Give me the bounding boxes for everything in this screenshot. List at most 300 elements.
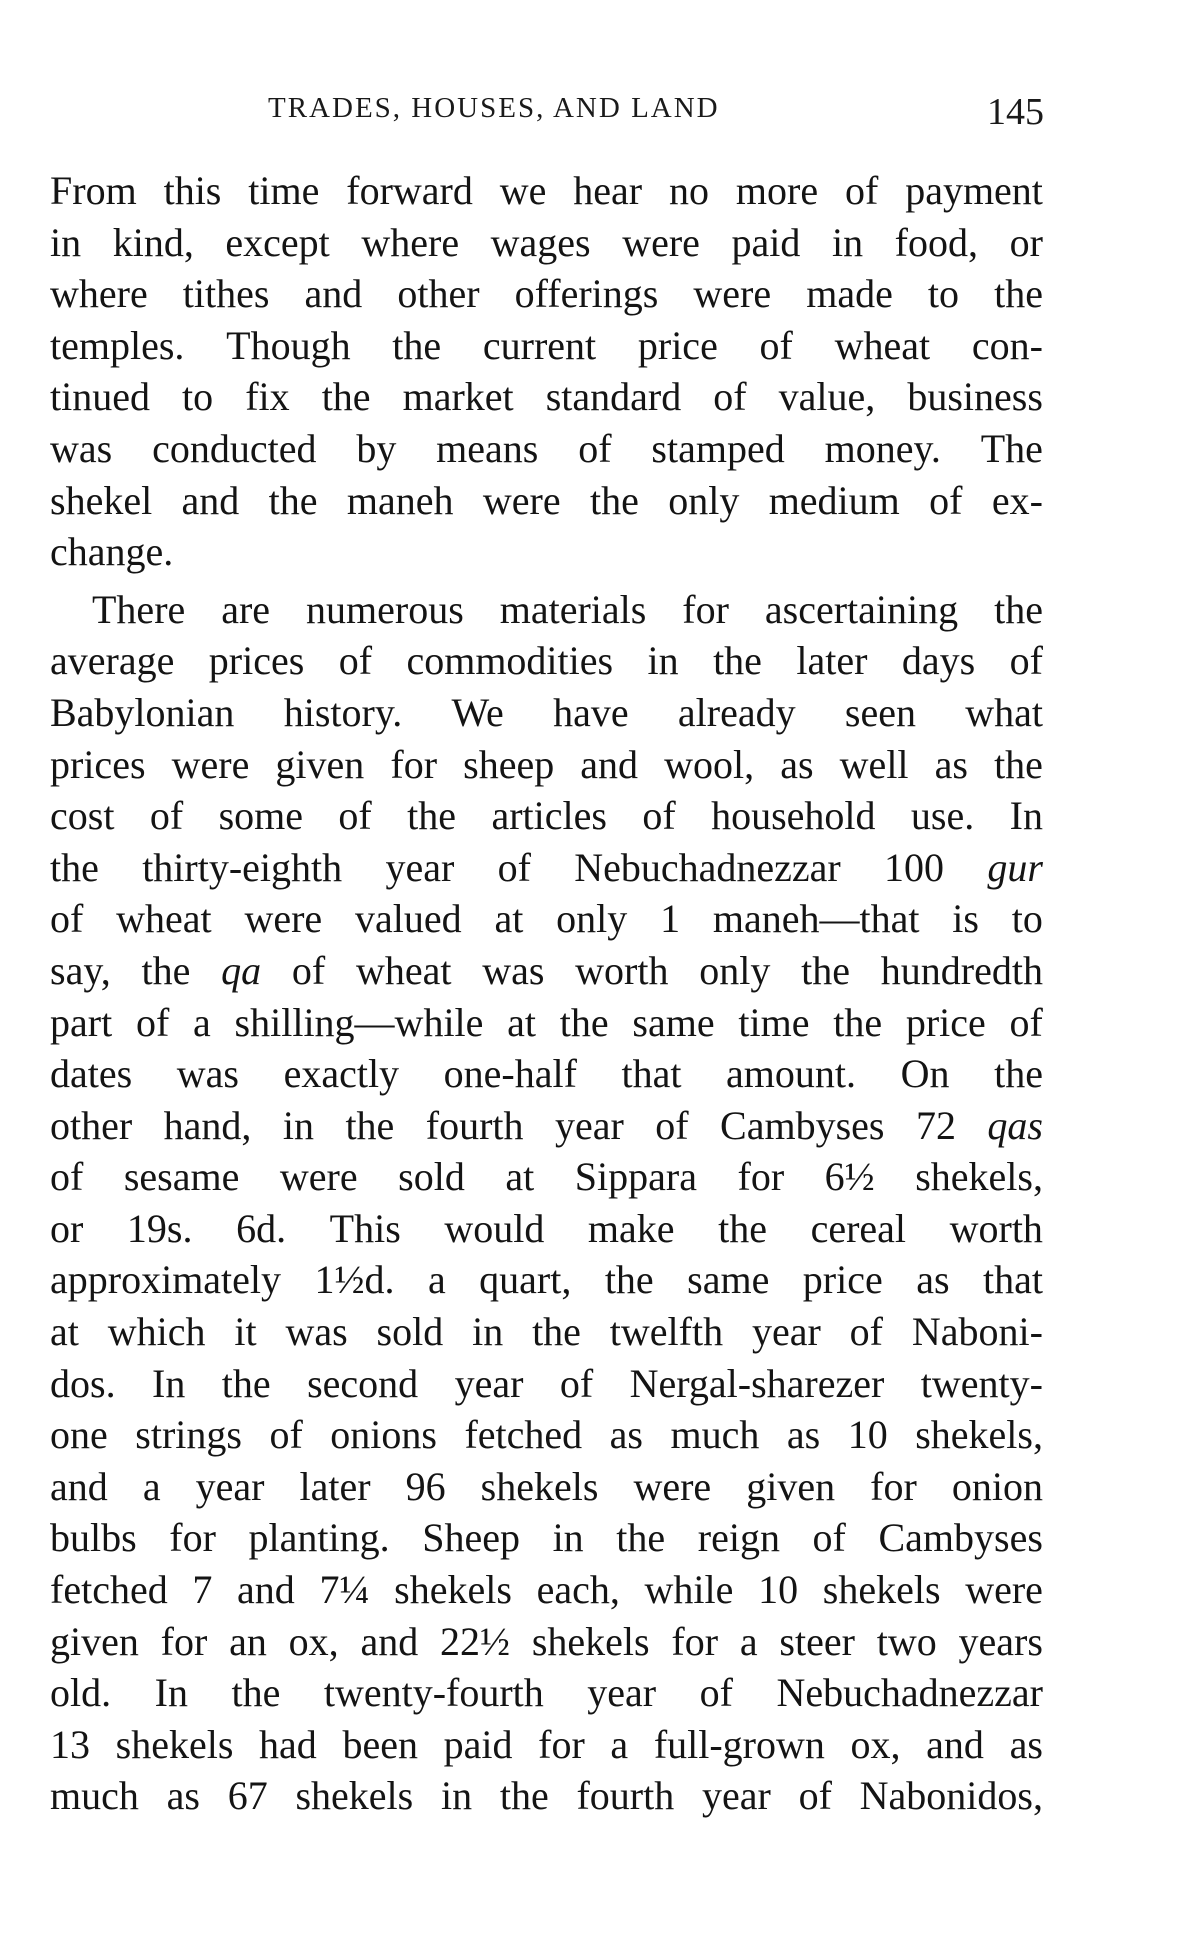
text-line	[50, 1151, 1043, 1203]
word: fetched	[50, 1567, 168, 1613]
word: Nebuchadnezzar	[776, 1670, 1043, 1716]
word: twenty-fourth	[323, 1670, 544, 1716]
word: Though	[226, 322, 351, 368]
word: 7¼	[319, 1567, 370, 1613]
text-line	[50, 165, 1043, 217]
word: was	[176, 1051, 239, 1097]
word: change.	[50, 529, 174, 575]
word: onion	[951, 1463, 1043, 1509]
text-line	[50, 1203, 1043, 1255]
text-line	[50, 1358, 1043, 1410]
word: fourth	[425, 1102, 524, 1148]
word: ascertaining	[764, 586, 959, 632]
word: price	[905, 999, 986, 1045]
word: paid	[731, 219, 801, 265]
word: bulbs	[50, 1515, 137, 1561]
word: a	[610, 1721, 629, 1767]
word: of	[291, 947, 326, 993]
word: wheat	[116, 896, 212, 942]
word: were	[633, 1463, 712, 1509]
page-number: 145	[987, 91, 1044, 133]
word: of	[338, 793, 372, 839]
word: numerous	[306, 586, 464, 632]
word: Babylonian	[50, 689, 235, 735]
word: current	[482, 322, 597, 368]
word: no	[669, 168, 709, 213]
word: were	[279, 1154, 358, 1200]
word: dos.	[50, 1360, 116, 1406]
word: shekels	[115, 1721, 234, 1767]
word: sesame	[123, 1154, 240, 1200]
word: the	[994, 271, 1043, 317]
word: time	[248, 168, 320, 213]
word: cereal	[810, 1205, 907, 1251]
word: ox,	[850, 1721, 901, 1767]
word: were	[482, 477, 561, 523]
word: of	[338, 638, 373, 684]
word: maneh	[346, 477, 454, 523]
word: the	[141, 947, 191, 993]
word: was	[482, 947, 545, 993]
word: for	[682, 586, 729, 632]
word: 19s.	[126, 1205, 193, 1251]
word: year	[454, 1360, 524, 1406]
word: the	[321, 374, 371, 420]
word: and	[304, 271, 363, 317]
word: From	[50, 168, 137, 213]
word: were	[622, 219, 700, 265]
word: prices	[208, 638, 305, 684]
word: this	[163, 168, 222, 213]
word: forward	[346, 168, 473, 213]
word: Cambyses	[878, 1515, 1043, 1561]
word: shekels	[394, 1567, 512, 1613]
word: con-	[971, 322, 1043, 368]
word: would	[444, 1205, 545, 1251]
word: cost	[50, 793, 115, 839]
word: of	[759, 322, 793, 368]
word: of	[578, 425, 612, 471]
word: tithes	[182, 271, 270, 317]
word: old.	[50, 1670, 112, 1716]
word: 22½	[440, 1618, 511, 1664]
word: the	[221, 1360, 271, 1406]
word: at	[507, 999, 537, 1045]
word: that	[982, 1257, 1043, 1303]
word: 7	[192, 1567, 213, 1613]
text-line	[50, 687, 1043, 739]
word: quart,	[479, 1257, 572, 1303]
word: only	[668, 477, 740, 523]
word: of	[50, 1154, 84, 1200]
text-line	[50, 526, 1043, 578]
text-line	[50, 635, 1043, 687]
word: much	[50, 1773, 139, 1819]
word: hand,	[163, 1102, 252, 1148]
word: business	[907, 374, 1043, 420]
word: ox,	[288, 1618, 339, 1664]
word: the	[50, 844, 99, 890]
word: shekel	[50, 477, 153, 523]
word: money.	[824, 425, 941, 471]
word: other	[50, 1102, 133, 1148]
word: kind,	[112, 219, 194, 265]
word: food,	[894, 219, 978, 265]
word: Cambyses	[720, 1102, 885, 1148]
word: offerings	[514, 271, 659, 317]
word: for	[538, 1721, 585, 1767]
word: paid	[443, 1721, 513, 1767]
word: 6½	[824, 1154, 875, 1200]
word: are	[221, 586, 271, 632]
word: other	[397, 271, 480, 317]
word: to	[182, 374, 214, 420]
word: the	[994, 1051, 1043, 1097]
word: Nabonidos,	[859, 1773, 1043, 1819]
word: year	[751, 1309, 821, 1355]
word: well	[839, 741, 909, 787]
word: sheep	[463, 741, 555, 787]
word: of	[849, 1309, 883, 1355]
text-line	[50, 1306, 1043, 1358]
text-line	[50, 1461, 1043, 1513]
word: for	[169, 1515, 216, 1561]
text-line	[50, 1048, 1043, 1100]
word: in	[50, 219, 82, 265]
word: have	[553, 689, 629, 735]
word: we	[499, 168, 547, 213]
word: fourth	[576, 1773, 675, 1819]
word: the	[407, 793, 457, 839]
word: and	[181, 477, 240, 523]
word: and	[580, 741, 639, 787]
word: year	[554, 1102, 624, 1148]
word: Nebuchadnezzar	[574, 844, 841, 890]
word: had	[259, 1721, 317, 1767]
word: were	[244, 896, 323, 942]
text-line	[50, 893, 1043, 945]
word: where	[361, 219, 460, 265]
word: to	[927, 271, 960, 317]
word: the	[833, 999, 883, 1045]
word: 10	[847, 1412, 888, 1458]
word: shekels,	[915, 1154, 1043, 1200]
word: for	[390, 741, 438, 787]
word: wheat	[355, 947, 452, 993]
word: wages	[490, 219, 591, 265]
word: value,	[778, 374, 876, 420]
word: of	[135, 999, 170, 1045]
word: fix	[245, 374, 290, 420]
word: qas	[987, 1102, 1043, 1148]
word: and	[237, 1567, 295, 1613]
word: of	[713, 374, 747, 420]
word: exactly	[283, 1051, 400, 1097]
word: were	[171, 741, 250, 787]
word: history.	[283, 689, 403, 735]
word: the	[231, 1670, 281, 1716]
word: or	[1009, 219, 1043, 265]
word: valued	[355, 896, 462, 942]
paragraph-2	[50, 584, 1043, 1822]
word: in	[472, 1309, 504, 1355]
word: of	[699, 1670, 733, 1716]
word: hear	[573, 168, 643, 213]
word: the	[604, 1257, 654, 1303]
word: in	[831, 219, 864, 265]
word: average	[50, 638, 175, 684]
word: that	[621, 1051, 682, 1097]
word: shekels	[531, 1618, 650, 1664]
text-line	[50, 1100, 1043, 1152]
word: two	[876, 1618, 937, 1664]
word: a	[427, 1257, 446, 1303]
word: time	[738, 999, 810, 1045]
word: the	[994, 586, 1043, 632]
word: and	[360, 1618, 419, 1664]
word: same	[687, 1257, 770, 1303]
word: to	[1011, 896, 1043, 942]
word: payment	[905, 168, 1043, 213]
word: fetched	[464, 1412, 583, 1458]
word: or	[50, 1205, 84, 1251]
word: price	[637, 322, 718, 368]
word: articles	[491, 793, 607, 839]
word: for	[737, 1154, 785, 1200]
word: of	[798, 1773, 832, 1819]
text-line	[50, 997, 1043, 1049]
word: means	[436, 425, 539, 471]
word: which	[107, 1309, 206, 1355]
word: Nergal-sharezer	[629, 1360, 885, 1406]
word: qa	[221, 947, 262, 993]
running-head: TRADES, HOUSES, AND LAND	[268, 92, 720, 124]
word: 1	[660, 896, 681, 942]
word: as	[780, 741, 814, 787]
word: 100	[884, 844, 945, 890]
word: the	[559, 999, 609, 1045]
word: were	[965, 1567, 1043, 1613]
word: materials	[499, 586, 647, 632]
word: was	[285, 1309, 348, 1355]
word: sold	[398, 1154, 465, 1200]
word: 67	[227, 1773, 268, 1819]
word: the	[994, 741, 1043, 787]
word: by	[356, 425, 397, 471]
word: thirty-eighth	[142, 844, 343, 890]
word: 1½d.	[314, 1257, 395, 1303]
word: a	[142, 1463, 161, 1509]
word: onions	[330, 1412, 437, 1458]
word: twelfth	[609, 1309, 724, 1355]
word: some	[218, 793, 304, 839]
word: Sippara	[574, 1154, 697, 1200]
word: In	[1009, 793, 1043, 839]
word: 13	[50, 1721, 90, 1767]
word: same	[632, 999, 715, 1045]
word: the	[801, 947, 850, 993]
word: later	[796, 638, 868, 684]
word: given	[746, 1463, 836, 1509]
word: temples.	[50, 322, 185, 368]
word: at	[494, 896, 524, 942]
word: of	[655, 1102, 689, 1148]
word: as	[916, 1257, 950, 1303]
word: In	[152, 1360, 186, 1406]
word: planting.	[248, 1515, 390, 1561]
word: each,	[536, 1567, 620, 1613]
word: tinued	[50, 374, 150, 420]
word: was	[50, 425, 113, 471]
word: the	[392, 322, 442, 368]
word: in	[647, 638, 679, 684]
word: of	[844, 168, 879, 213]
word: ex-	[991, 477, 1043, 523]
word: the	[616, 1515, 666, 1561]
word: only	[699, 947, 771, 993]
word: the	[345, 1102, 395, 1148]
word: medium	[768, 477, 900, 523]
word: On	[900, 1051, 950, 1097]
word: part	[50, 999, 113, 1045]
text-line	[50, 320, 1043, 372]
text-line	[50, 1719, 1043, 1771]
word: second	[307, 1360, 419, 1406]
word: it	[234, 1309, 257, 1355]
word: wheat	[834, 322, 931, 368]
word: as	[609, 1412, 643, 1458]
word: price	[802, 1257, 883, 1303]
word: except	[225, 219, 330, 265]
text-line	[50, 945, 1043, 997]
text-line	[50, 584, 1043, 636]
word: approximately	[50, 1257, 282, 1303]
paragraph-1	[50, 165, 1043, 578]
word: in	[440, 1773, 473, 1819]
word: household	[711, 793, 876, 839]
word: one	[50, 1412, 108, 1458]
text-line	[50, 1564, 1043, 1616]
word: shilling—while	[234, 999, 484, 1045]
text-line	[50, 790, 1043, 842]
text-line	[50, 423, 1043, 475]
word: wool,	[664, 741, 755, 787]
word: as	[934, 741, 968, 787]
text-line	[50, 842, 1043, 894]
word: The	[980, 425, 1043, 471]
word: sold	[376, 1309, 444, 1355]
word: standard	[545, 374, 682, 420]
word: the	[499, 1773, 549, 1819]
word: conducted	[152, 425, 317, 471]
word: use.	[910, 793, 975, 839]
word: where	[50, 271, 148, 317]
word: given	[50, 1618, 139, 1664]
word: worth	[575, 947, 669, 993]
word: later	[299, 1463, 371, 1509]
word: already	[677, 689, 796, 735]
word: the	[718, 1205, 767, 1251]
word: a	[193, 999, 211, 1045]
word: steer	[779, 1618, 855, 1664]
word: of	[642, 793, 676, 839]
word: maneh—that	[712, 896, 920, 942]
word: as	[166, 1773, 200, 1819]
word: of	[1009, 638, 1043, 684]
word: days	[901, 638, 976, 684]
word: at	[505, 1154, 535, 1200]
word: commodities	[406, 638, 614, 684]
text-line	[50, 1667, 1043, 1719]
word: shekels	[480, 1463, 599, 1509]
word: one-half	[443, 1051, 577, 1097]
word: as	[1009, 1721, 1043, 1767]
word: market	[402, 374, 514, 420]
text-line	[50, 1770, 1043, 1822]
text-line	[50, 217, 1043, 269]
word: what	[965, 689, 1043, 735]
word: stamped	[651, 425, 785, 471]
word: 96	[405, 1463, 446, 1509]
word: in	[282, 1102, 314, 1148]
word: of	[269, 1412, 303, 1458]
word: years	[958, 1618, 1043, 1664]
word: much	[670, 1412, 760, 1458]
word: dates	[50, 1051, 133, 1097]
text-line	[50, 268, 1043, 320]
word: There	[92, 586, 186, 632]
word: This	[329, 1205, 401, 1251]
text-line	[50, 739, 1043, 791]
word: year	[701, 1773, 771, 1819]
text-line	[50, 475, 1043, 527]
word: amount.	[726, 1051, 857, 1097]
word: year	[195, 1463, 265, 1509]
word: prices	[50, 741, 146, 787]
word: of	[812, 1515, 846, 1561]
word: only	[556, 896, 628, 942]
word: 10	[758, 1567, 799, 1613]
word: Sheep	[422, 1515, 520, 1561]
word: Naboni-	[911, 1309, 1043, 1355]
word: the	[589, 477, 639, 523]
word: for	[671, 1618, 719, 1664]
word: shekels	[822, 1567, 941, 1613]
text-line	[50, 1616, 1043, 1668]
word: shekels,	[915, 1412, 1043, 1458]
word: and	[926, 1721, 984, 1767]
word: gur	[987, 844, 1043, 890]
word: strings	[135, 1412, 242, 1458]
word: and	[50, 1463, 108, 1509]
word: for	[870, 1463, 917, 1509]
word: an	[229, 1618, 267, 1664]
word: is	[952, 896, 979, 942]
word: a	[739, 1618, 758, 1664]
word: In	[154, 1670, 188, 1716]
text-line	[50, 371, 1043, 423]
word: 6d.	[236, 1205, 287, 1251]
word: of	[50, 896, 84, 942]
word: of	[497, 844, 531, 890]
word: the	[532, 1309, 581, 1355]
word: twenty-	[920, 1360, 1043, 1406]
word: shekels	[295, 1773, 414, 1819]
word: seen	[844, 689, 916, 735]
word: say,	[50, 947, 111, 993]
word: of	[149, 793, 184, 839]
word: 72	[915, 1102, 956, 1148]
